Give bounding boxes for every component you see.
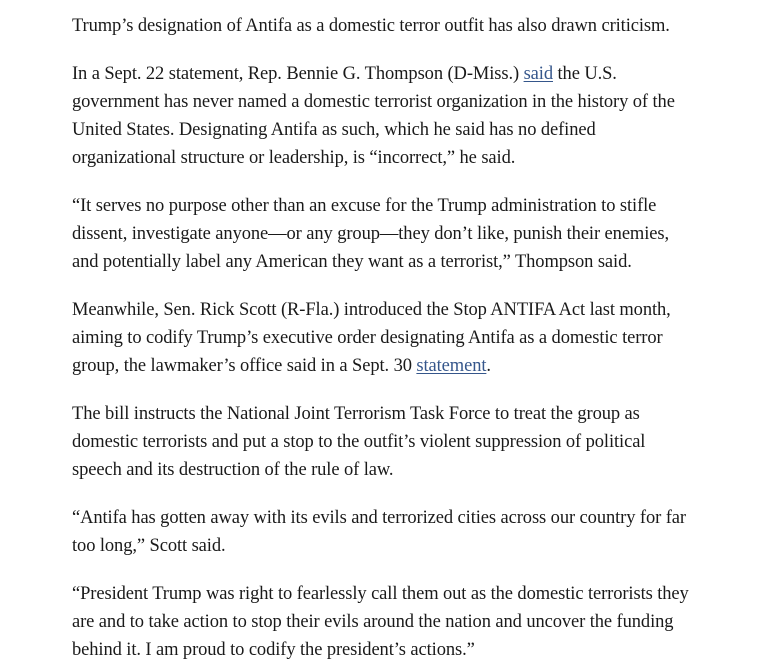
paragraph xyxy=(72,400,692,484)
statement-link[interactable]: statement xyxy=(416,356,487,376)
paragraph xyxy=(72,12,692,40)
paragraph xyxy=(72,192,692,276)
paragraph-text: . xyxy=(486,356,491,376)
paragraph xyxy=(72,504,692,560)
paragraph-text: The bill instructs the National Joint Terrorism Task Force to treat the group as domestic terrorists and put a stop to the outfit’s violent suppression of political speech and its destruction of the rule of law. xyxy=(72,404,646,480)
paragraph-text: “President Trump was right to fearlessly call them out as the domestic terrorists they are and to take action to stop their evils around the nation and uncover the funding behind it. I am proud to codify the president’s actions.” xyxy=(72,584,689,660)
paragraph-text: In a Sept. 22 statement, Rep. Bennie G. Thompson (D-Miss.) xyxy=(72,64,524,84)
paragraph-text: “Antifa has gotten away with its evils and terrorized cities across our country for far too long,” Scott said. xyxy=(72,508,686,556)
paragraph-text: Trump’s designation of Antifa as a domestic terror outfit has also drawn criticism. xyxy=(72,16,670,36)
paragraph-text: the U.S. government has never named a domestic terrorist organization in the history of the United States. Designating Antifa as such, which he said has no defined organizational structure or leadership, is “incorrect,” he said. xyxy=(72,64,675,168)
paragraph-text: “It serves no purpose other than an excuse for the Trump administration to stifle dissent, investigate anyone—or any group—they don’t like, punish their enemies, and potentially label any American they want as a terrorist,” Thompson said. xyxy=(72,196,670,272)
paragraph-text: Meanwhile, Sen. Rick Scott (R-Fla.) introduced the Stop ANTIFA Act last month, aiming to codify Trump’s executive order designating Antifa as a domestic terror group, the lawmaker’s office said in a Sept. 30 xyxy=(72,300,671,376)
paragraph xyxy=(72,296,692,380)
said-link[interactable]: said xyxy=(523,64,553,84)
paragraph xyxy=(72,580,692,664)
paragraph xyxy=(72,60,692,172)
